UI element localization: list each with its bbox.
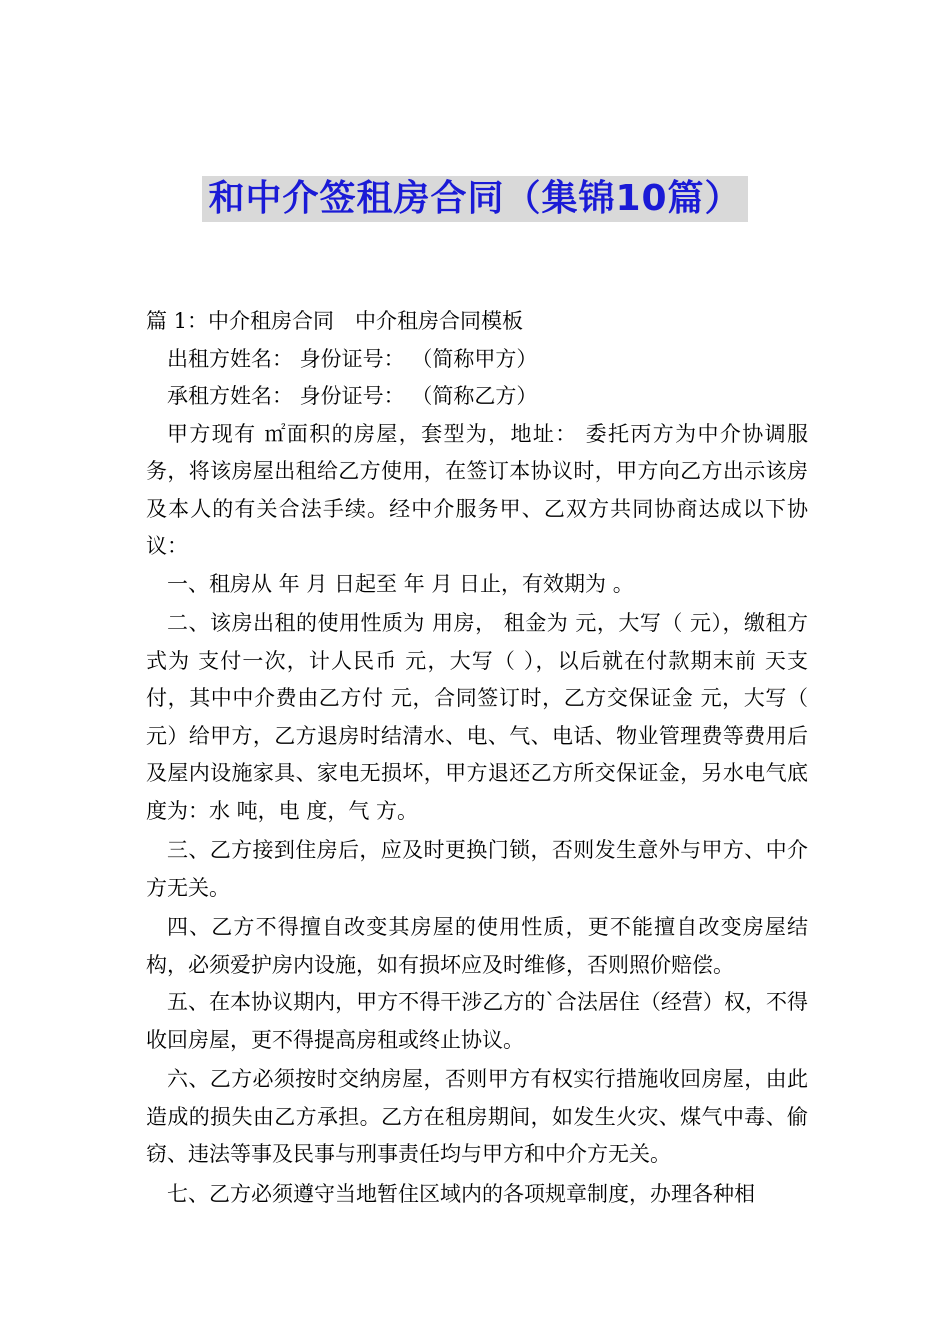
clause-6: 六、乙方必须按时交纳房屋，否则甲方有权实行措施收回房屋，由此造成的损失由乙方承担。乙方在租房期间，如发生火灾、煤气中毒、偷窃、违法等事及民事与刑事责任均与甲方和中介方无关。 bbox=[146, 1067, 808, 1166]
clause-4: 四、乙方不得擅自改变其房屋的使用性质，更不能擅自改变房屋结构，必须爱护房内设施，如有损坏应及时维修，否则照价赔偿。 bbox=[146, 915, 808, 977]
lessee-line: 承租方姓名： 身份证号： （简称乙方） bbox=[167, 384, 538, 408]
clause-3: 三、乙方接到住房后，应及时更换门锁，否则发生意外与甲方、中介方无关。 bbox=[146, 838, 808, 900]
title-block bbox=[0, 176, 950, 222]
clause-5: 五、在本协议期内，甲方不得干涉乙方的`合法居住（经营）权，不得收回房屋，更不得提高房租或终止协议。 bbox=[146, 990, 808, 1052]
intro-paragraph: 甲方现有 ㎡面积的房屋，套型为，地址： 委托丙方为中介协调服务，将该房屋出租给乙方使用，在签订本协议时，甲方向乙方出示该房及本人的有关合法手续。经中介服务甲、乙双方共同协商达成以下协议： bbox=[146, 421, 808, 558]
document-body bbox=[146, 303, 808, 1213]
clause-2: 二、该房出租的使用性质为 用房， 租金为 元，大写（ 元），缴租方式为 支付一次，计人民币 元，大写（ ），以后就在付款期末前 天支付，其中中介费由乙方付 元，合同签订时，乙方交保证金 元，大写（ 元）给甲方，乙方退房时结清水、电、气、电话、物业管理费等费用后及屋内设施家具、家电无损坏，甲方退还乙方所交保证金，另水电气底度为：水 吨，电 度，气 方。 bbox=[146, 611, 808, 823]
document-title: 和中介签租房合同（集锦10篇） bbox=[202, 176, 747, 222]
lessor-line: 出租方姓名： 身份证号： （简称甲方） bbox=[167, 346, 538, 371]
clause-1: 一、租房从 年 月 日起至 年 月 日止，有效期为 。 bbox=[167, 571, 634, 596]
clause-7: 七、乙方必须遵守当地暂住区域内的各项规章制度，办理各种相 bbox=[167, 1181, 755, 1206]
section-heading: 篇 1：中介租房合同 中介租房合同模板 bbox=[146, 309, 524, 333]
